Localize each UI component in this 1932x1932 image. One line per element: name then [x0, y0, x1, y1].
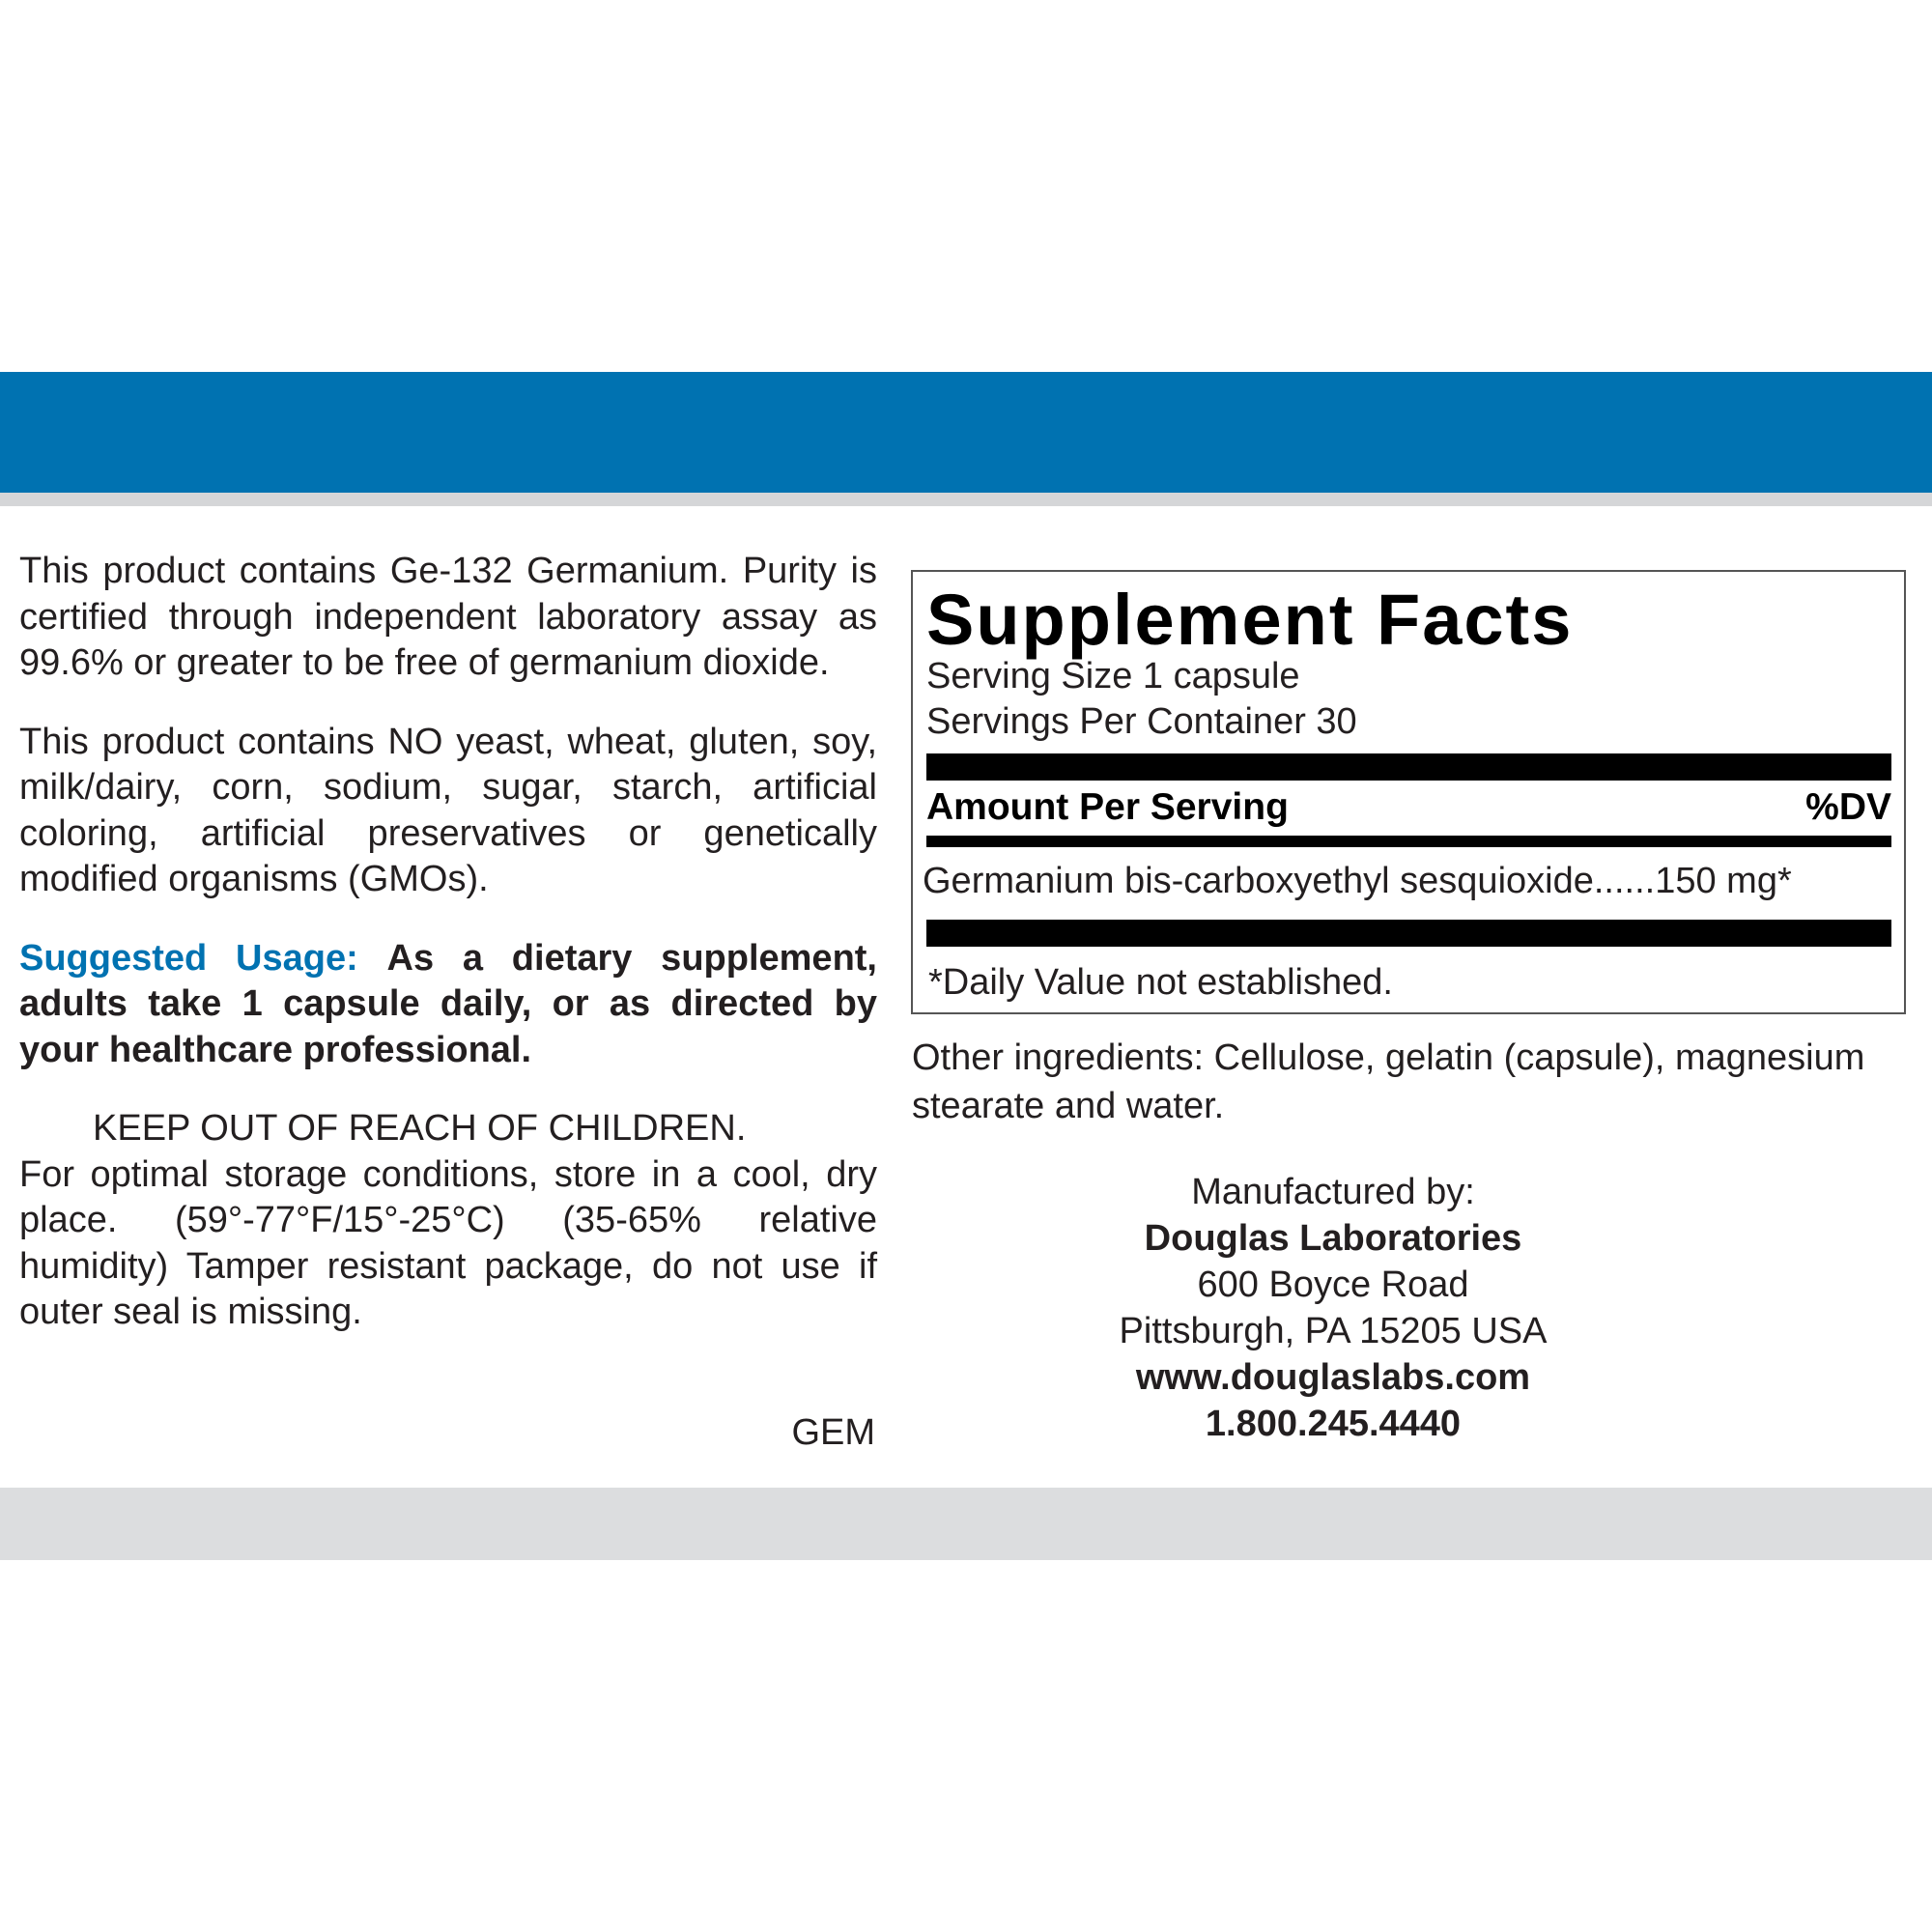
amount-per-serving-label: Amount Per Serving — [926, 786, 1289, 828]
product-info-column — [19, 549, 877, 1336]
keep-out-warning: KEEP OUT OF REACH OF CHILDREN. — [93, 1108, 747, 1149]
dv-label: %DV — [1805, 786, 1891, 828]
serving-size: Serving Size 1 capsule — [926, 656, 1300, 696]
manufacturer-block — [966, 1169, 1700, 1447]
footer-gray-band — [0, 1488, 1932, 1560]
facts-divider-thin — [926, 836, 1891, 847]
allergen-statement: This product contains NO yeast, wheat, gluten, soy, milk/dairy, corn, sodium, sugar, starch, artificial coloring, artificial preservatives or genetically modified organisms (GMOs). — [19, 721, 877, 899]
manufactured-by-label: Manufactured by: — [1191, 1172, 1475, 1212]
facts-divider-thick-bottom — [926, 920, 1891, 947]
servings-per-container: Servings Per Container 30 — [926, 701, 1357, 742]
facts-divider-thick — [926, 753, 1891, 781]
suggested-usage — [19, 936, 877, 1074]
product-code: GEM — [791, 1412, 875, 1453]
storage-warning — [19, 1106, 877, 1336]
suggested-usage-text: As a dietary supplement, adults take 1 capsule daily, or as directed by your healthcare professional. — [19, 937, 877, 1070]
supplement-facts-panel — [911, 570, 1906, 1014]
purity-statement: This product contains Ge-132 Germanium. Purity is certified through independent laboratory assay as 99.6% or greater to be free of germanium dioxide. — [19, 551, 877, 683]
daily-value-footnote: *Daily Value not established. — [928, 962, 1393, 1003]
header-color-band — [0, 372, 1932, 493]
ingredient-row: Germanium bis-carboxyethyl sesquioxide......150 mg* — [923, 861, 1792, 901]
manufacturer-city: Pittsburgh, PA 15205 USA — [1119, 1311, 1548, 1351]
supplement-facts-title: Supplement Facts — [926, 580, 1574, 660]
manufacturer-street: 600 Boyce Road — [1197, 1264, 1469, 1305]
manufacturer-name: Douglas Laboratories — [1144, 1218, 1522, 1259]
manufacturer-website: www.douglaslabs.com — [1135, 1357, 1531, 1398]
storage-instructions: For optimal storage conditions, store in a cool, dry place. (59°-77°F/15°-25°C) (35-65% relative humidity) Tamper resistant package, do not use if outer seal is missing. — [19, 1153, 877, 1332]
header-gray-strip — [0, 493, 1932, 506]
manufacturer-phone: 1.800.245.4440 — [1205, 1404, 1462, 1444]
amount-header-row — [926, 782, 1891, 833]
suggested-usage-label: Suggested Usage: — [19, 937, 358, 979]
other-ingredients: Other ingredients: Cellulose, gelatin (capsule), magnesium stearate and water. — [912, 1037, 1865, 1126]
